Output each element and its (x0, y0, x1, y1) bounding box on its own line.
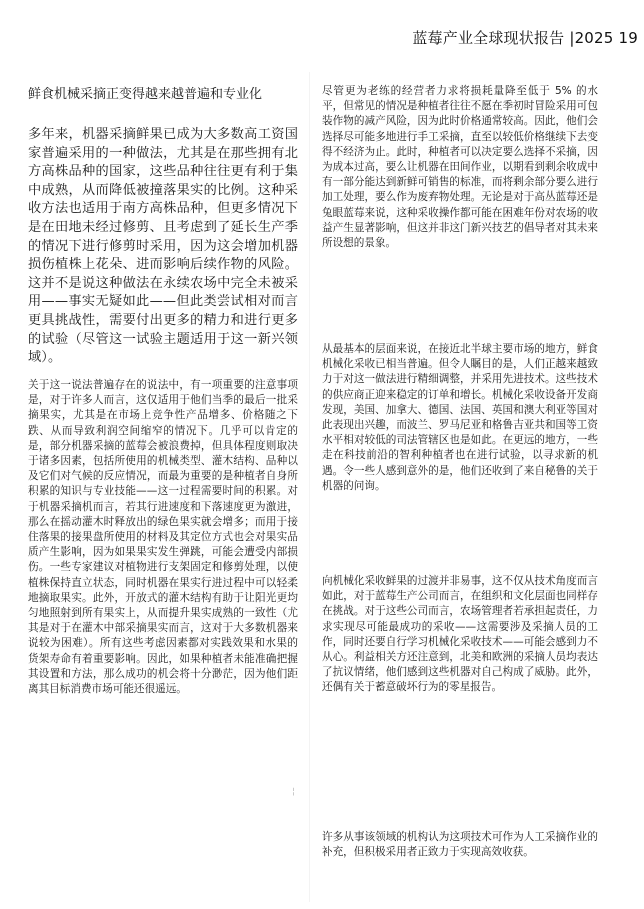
left-paragraph-2: 关于这一说法普遍存在的说法中，有一项重要的注意事项是，对于许多人而言，这仅适用于他们当季的最后一批采摘果实，尤其是在市场上竞争性产品增多、价格随之下跌、从而导致利润空间缩窄的情况下。几乎可以肯定的是，部分机器采摘的蓝莓会被浪费掉，但具体程度则取决于诸多因素，包括所使用的机械类型、灌木结构、品种以及它们对气候的反应情况，而最为重要的是种植者自身所积累的知识与专业技能——这一过程需要时间的积累。对于机器采摘机而言，若其行进速度和下落速度更为激进，那么在摇动灌木时释放出的绿色果实就会增多；而用于接住落果的接果盘所使用的材料及其定位方式也会对果实品质产生影响，因为如果果实发生弹跳，可能会遭受内部损伤。一些专家建议对植物进行支架固定和修剪处理，以使植株保持直立状态，同时机器在果实行进过程中可以轻柔地摘取果实。此外，开放式的灌木结构有助于让阳光更均匀地照射到所有果实上，从而提升果实成熟的一致性（尤其是对于在灌木中部采摘果实而言，这对于大多数机器来说较为困难）。所有这些考虑因素都对实践效果和水果的货架寿命有着重要影响。因此，如果种植者未能准确把握其设置和方法，那么成功的机会将十分渺茫，因为他们距离其目标消费市场可能还很遥远。 (28, 379, 298, 696)
left-column (22, 72, 301, 909)
report-running-title: 蓝莓产业全球现状报告 |2025 19 (412, 29, 638, 47)
right-paragraph-3: 向机械化采收鲜果的过渡并非易事，这不仅从技术角度而言如此，对于蓝莓生产公司而言，在组织和文化层面也同样存在挑战。对于这些公司而言，农场管理者若承担起责任，力求实现尽可能最成功的采收——这需要涉及采摘人员的工作，同时还要自行学习机械化采收技术——可能会感到力不从心。利益相关方还注意到，北美和欧洲的采摘人员均表达了抗议情绪，他们感到这些机器对自己构成了威胁。此外，还偶有关于蓄意破坏行为的零星报告。 (322, 575, 598, 694)
column-divider (309, 72, 310, 902)
right-paragraph-1: 尽管更为老练的经营者力求将损耗量降至低于 5% 的水平，但常见的情况是种植者往往不愿在季初时冒险采用可包装作物的减产风险，因为此时价格通常较高。因此，他们会选择尽可能多地进行手工采摘，直至以较低价格继续下去变得不经济为止。此时，种植者可以决定要么选择不采摘，因为成本过高，要么让机器在田间作业，以期看到剩余收成中有一部分能达到新鲜可销售的标准，而将剩余部分要么进行加工处理，要么作为废弃物处理。无论是对于高丛蓝莓还是兔眼蓝莓来说，这种采收操作都可能在困难年份对农场的收益产生显著影响，但这并非这门新兴技艺的倡导者对其未来所设想的景象。 (322, 85, 598, 250)
left-paragraph-1: 多年来，机器采摘鲜果已成为大多数高工资国家普遍采用的一种做法，尤其是在那些拥有北方高株品种的国家，这些品种往往更有利于集中成熟，从而降低被撞落果实的比例。这种采收方法也适用于南方高株品种，但更多情况下是在田地未经过修剪、且考虑到了延长生产季的情况下进行修剪时采用，因为这会增加机器损伤植株上花朵、进而影响后续作物的风险。这并不是说这种做法在永续农场中完全未被采用——事实无疑如此——但此类尝试相对而言更具挑战性，需要付出更多的精力和进行更多的试验（尽管这一试验主题适用于这一新兴领域）。 (28, 127, 298, 366)
right-paragraph-4: 许多从事该领域的机构认为这项技术可作为人工采摘作业的补充，但积极采用者正致力于实现高效收获。 (322, 831, 598, 859)
right-column (320, 72, 597, 909)
right-paragraph-2: 从最基本的层面来说，在接近北半球主要市场的地方，鲜食机械化采收已相当普遍。但令人瞩目的是，人们正越来越致力于对这一做法进行精细调整，并采用先进技术。这些技术的供应商正迎来稳定的订单和增长。机械化采收设备开发商发现，美国、加拿大、德国、法国、英国和澳大利亚等国对此表现出兴趣，而波兰、罗马尼亚和格鲁吉亚共和国等工资水平相对较低的司法管辖区也是如此。在更远的地方，一些走在科技前沿的智利种植者也在进行试验，以寻求新的机遇。令一些人感到意外的是，他们还收到了来自秘鲁的关于机器的问询。 (322, 343, 598, 492)
section-heading: 鲜食机械采摘正变得越来越普遍和专业化 (28, 87, 263, 102)
page-header (0, 0, 644, 70)
scan-mark: ¦ (292, 787, 296, 797)
